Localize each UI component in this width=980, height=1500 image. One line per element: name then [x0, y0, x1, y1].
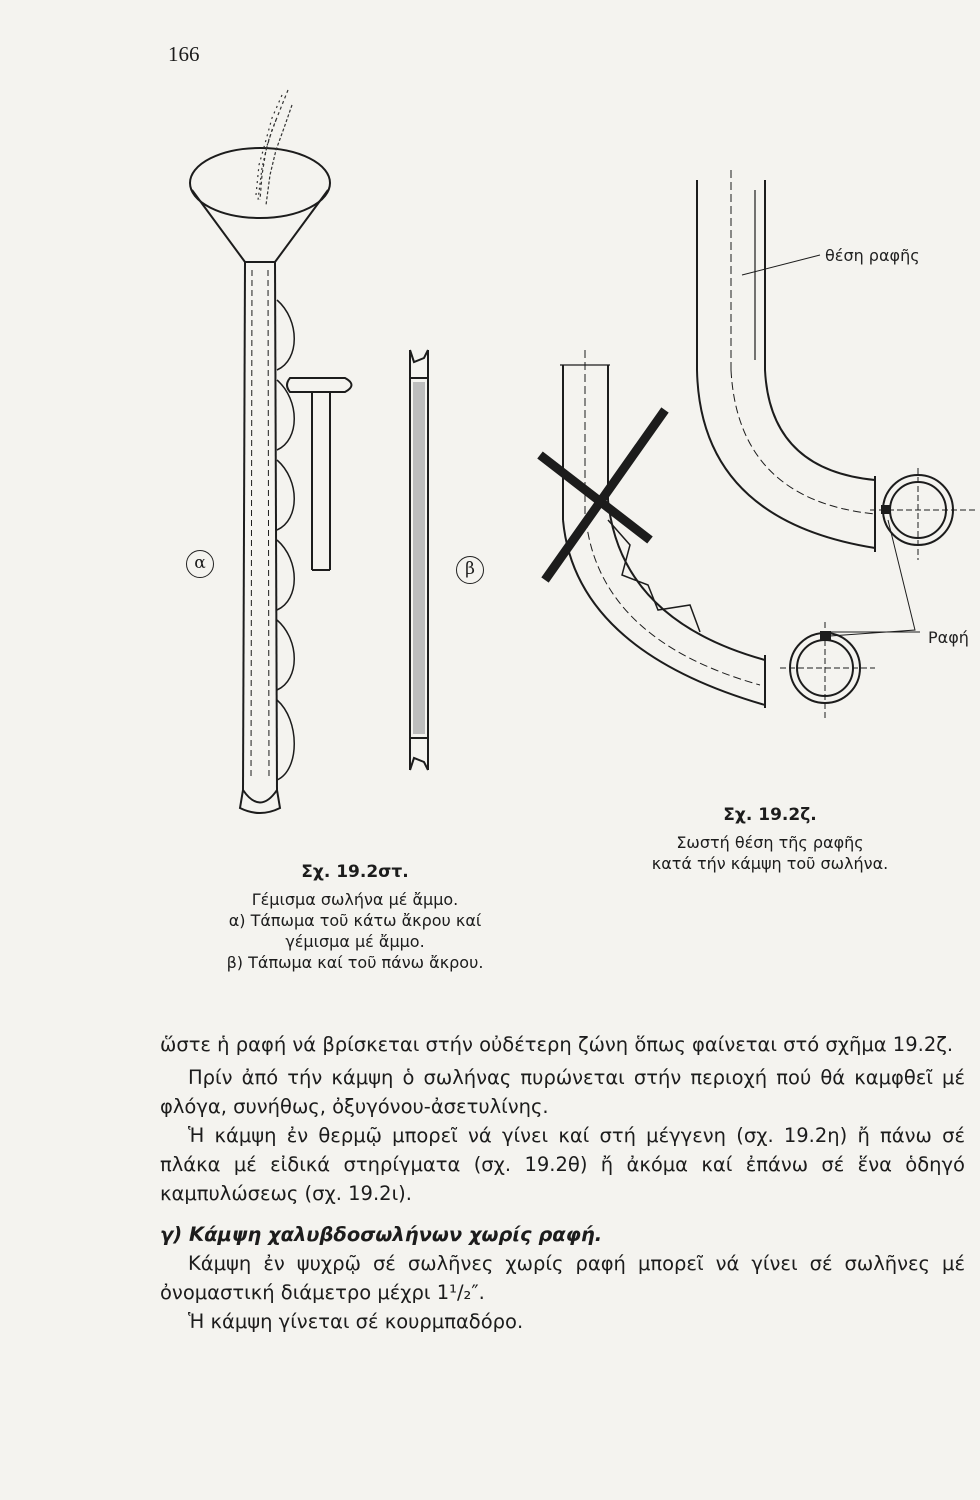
- caption-left-line: Γέμισμα σωλήνα μέ ἄμμο.: [251, 890, 459, 909]
- paragraph: Ἡ κάμψη γίνεται σέ κουρμπαδόρο.: [188, 1310, 524, 1333]
- correct-bend-drawing: [697, 170, 875, 552]
- caption-right-title: Σχ. 19.2ζ.: [723, 805, 817, 825]
- wrong-bend-drawing: [540, 350, 765, 708]
- paragraph: Κάμψη ἐν ψυχρῷ σέ σωλῆνες χωρίς ραφή μπορεῖ νά γίνει σέ σωλῆνες μέ ὀνομαστική διάμετρο μέχρι 1¹/₂″.: [160, 1252, 965, 1304]
- label-b: β: [456, 556, 484, 584]
- caption-right-line: Σωστή θέση τῆς ραφῆς: [676, 833, 864, 852]
- paragraph: Πρίν ἀπό τήν κάμψη ὁ σωλήνας πυρώνεται στήν περιοχή πού θά καμφθεῖ μέ φλόγα, συνήθως, ὀξυγόνου-ἀσετυλίνης.: [160, 1066, 965, 1118]
- cross-section-bottom: [780, 520, 920, 720]
- caption-figure-left: [185, 862, 525, 973]
- caption-left-line: γέμισμα μέ ἄμμο.: [285, 932, 425, 951]
- paragraph: Ἡ κάμψη ἐν θερμῷ μπορεῖ νά γίνει καί στή μέγγενη (σχ. 19.2η) ἤ πάνω σέ πλάκα μέ εἰδικά στηρίγματα (σχ. 19.2θ) ἤ ἀκόμα καί ἐπάνω σέ ἕνα ὁδηγό καμπυλώσεως (σχ. 19.2ι).: [160, 1124, 965, 1205]
- pipe-a-drawing: [240, 262, 294, 813]
- body-text: [160, 1030, 965, 1336]
- paragraph: ὥστε ἡ ραφή νά βρίσκεται στήν οὐδέτερη ζώνη ὅπως φαίνεται στό σχῆμα 19.2ζ.: [160, 1033, 954, 1056]
- hammer-drawing: [287, 378, 352, 570]
- label-a: α: [186, 550, 214, 578]
- pipe-b-drawing: [410, 350, 428, 770]
- page-number: 166: [168, 42, 200, 66]
- cross-section-top: [870, 468, 975, 560]
- caption-left-line: β) Τάπωμα καί τοῦ πάνω ἄκρου.: [226, 953, 484, 972]
- caption-left-title: Σχ. 19.2στ.: [301, 862, 409, 882]
- caption-left-line: α) Τάπωμα τοῦ κάτω ἄκρου καί: [228, 911, 482, 930]
- caption-right-line: κατά τήν κάμψη τοῦ σωλήνα.: [651, 854, 889, 873]
- section-heading: γ) Κάμψη χαλυβδοσωλήνων χωρίς ραφή.: [160, 1223, 603, 1246]
- caption-figure-right: [625, 805, 915, 874]
- label-seam-position: θέση ραφῆς: [825, 246, 920, 265]
- funnel-drawing: [190, 148, 330, 262]
- label-seam: Ραφή: [928, 628, 969, 647]
